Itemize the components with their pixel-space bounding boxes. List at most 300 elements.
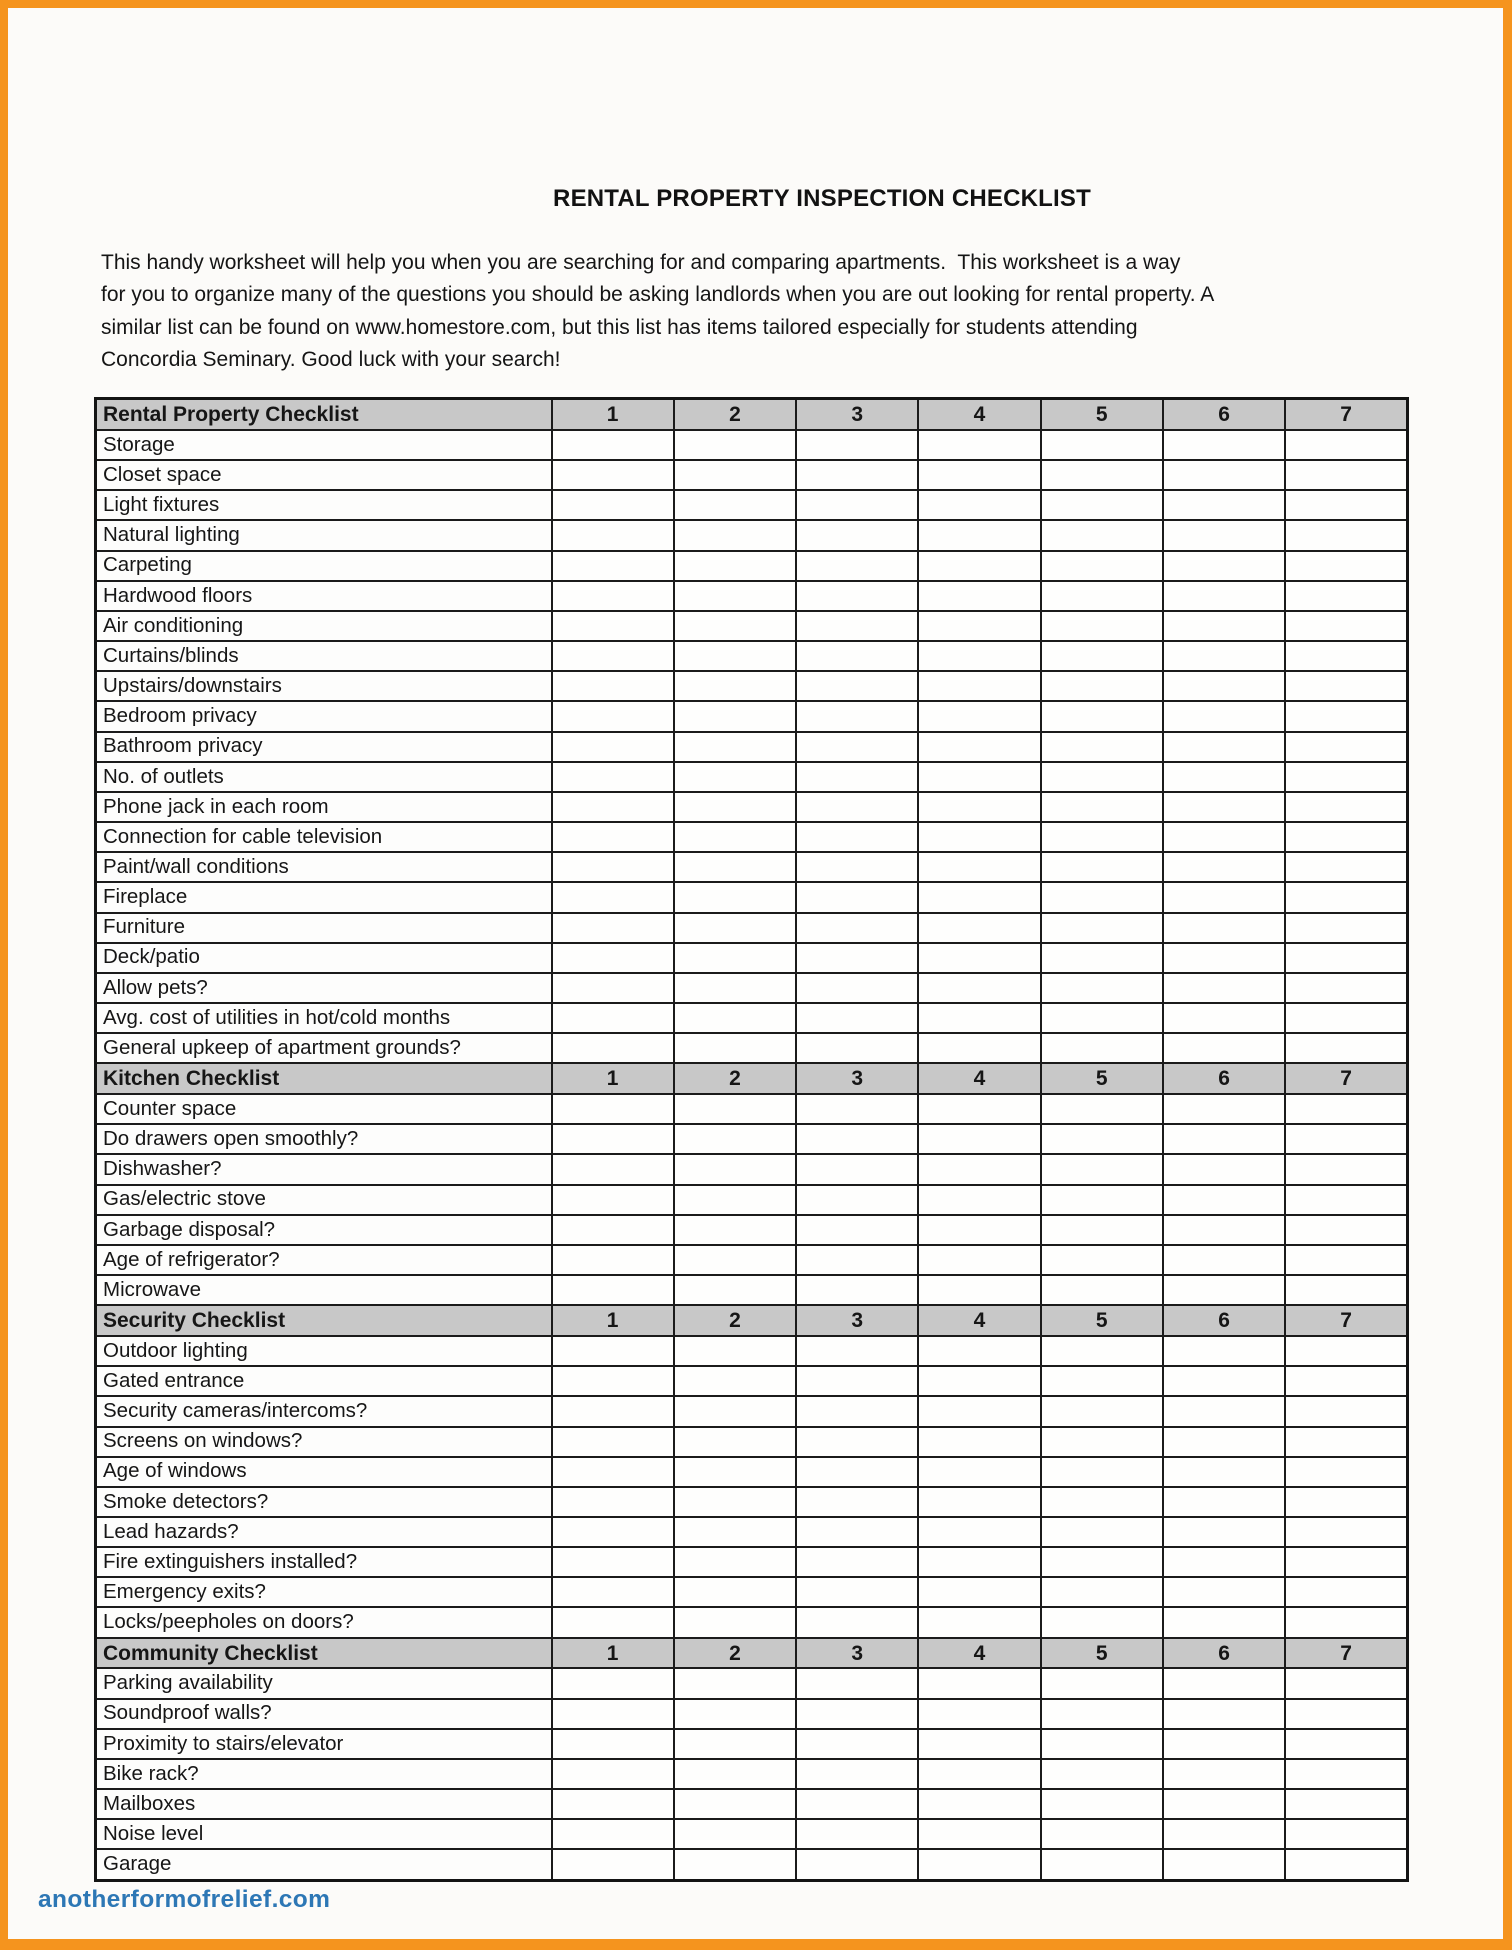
score-cell[interactable]: [1041, 1699, 1163, 1729]
score-cell[interactable]: [918, 882, 1040, 912]
score-cell[interactable]: [552, 822, 674, 852]
score-cell[interactable]: [796, 1457, 918, 1487]
score-cell[interactable]: [1285, 1729, 1407, 1759]
score-cell[interactable]: [918, 1094, 1040, 1124]
score-cell[interactable]: [1285, 852, 1407, 882]
score-cell[interactable]: [796, 641, 918, 671]
score-cell[interactable]: [1285, 1094, 1407, 1124]
score-cell[interactable]: [1163, 1003, 1285, 1033]
score-cell[interactable]: [552, 1396, 674, 1426]
score-cell[interactable]: [1041, 701, 1163, 731]
score-cell[interactable]: [674, 1336, 796, 1366]
score-cell[interactable]: [1285, 973, 1407, 1003]
score-cell[interactable]: [796, 1366, 918, 1396]
score-cell[interactable]: [1285, 701, 1407, 731]
score-cell[interactable]: [1041, 1245, 1163, 1275]
score-cell[interactable]: [1285, 551, 1407, 581]
score-cell[interactable]: [918, 581, 1040, 611]
score-cell[interactable]: [1163, 671, 1285, 701]
score-cell[interactable]: [1041, 973, 1163, 1003]
score-cell[interactable]: [1163, 852, 1285, 882]
score-cell[interactable]: [1285, 1668, 1407, 1698]
score-cell[interactable]: [918, 490, 1040, 520]
score-cell[interactable]: [552, 1457, 674, 1487]
score-cell[interactable]: [552, 913, 674, 943]
score-cell[interactable]: [674, 1366, 796, 1396]
score-cell[interactable]: [552, 581, 674, 611]
score-cell[interactable]: [674, 792, 796, 822]
score-cell[interactable]: [552, 792, 674, 822]
score-cell[interactable]: [674, 1275, 796, 1305]
score-cell[interactable]: [552, 1094, 674, 1124]
score-cell[interactable]: [796, 1699, 918, 1729]
score-cell[interactable]: [1285, 1275, 1407, 1305]
score-cell[interactable]: [796, 1185, 918, 1215]
score-cell[interactable]: [1041, 1517, 1163, 1547]
score-cell[interactable]: [796, 701, 918, 731]
score-cell[interactable]: [674, 701, 796, 731]
score-cell[interactable]: [1285, 1427, 1407, 1457]
score-cell[interactable]: [552, 1547, 674, 1577]
score-cell[interactable]: [1041, 1849, 1163, 1880]
score-cell[interactable]: [1163, 732, 1285, 762]
score-cell[interactable]: [1041, 1577, 1163, 1607]
score-cell[interactable]: [674, 1124, 796, 1154]
score-cell[interactable]: [1285, 671, 1407, 701]
score-cell[interactable]: [1285, 1759, 1407, 1789]
score-cell[interactable]: [796, 1124, 918, 1154]
score-cell[interactable]: [674, 430, 796, 460]
score-cell[interactable]: [796, 1336, 918, 1366]
score-cell[interactable]: [674, 1849, 796, 1880]
score-cell[interactable]: [1285, 641, 1407, 671]
score-cell[interactable]: [674, 1215, 796, 1245]
score-cell[interactable]: [1163, 1729, 1285, 1759]
score-cell[interactable]: [1041, 611, 1163, 641]
score-cell[interactable]: [918, 822, 1040, 852]
score-cell[interactable]: [918, 1185, 1040, 1215]
score-cell[interactable]: [1163, 1849, 1285, 1880]
score-cell[interactable]: [1163, 1396, 1285, 1426]
score-cell[interactable]: [918, 1849, 1040, 1880]
score-cell[interactable]: [1041, 490, 1163, 520]
score-cell[interactable]: [918, 913, 1040, 943]
score-cell[interactable]: [918, 1487, 1040, 1517]
score-cell[interactable]: [796, 551, 918, 581]
score-cell[interactable]: [1163, 611, 1285, 641]
score-cell[interactable]: [796, 460, 918, 490]
score-cell[interactable]: [796, 973, 918, 1003]
score-cell[interactable]: [918, 1366, 1040, 1396]
score-cell[interactable]: [918, 1819, 1040, 1849]
score-cell[interactable]: [674, 581, 796, 611]
score-cell[interactable]: [918, 1457, 1040, 1487]
score-cell[interactable]: [796, 581, 918, 611]
score-cell[interactable]: [1041, 1668, 1163, 1698]
score-cell[interactable]: [1285, 1124, 1407, 1154]
score-cell[interactable]: [1041, 1094, 1163, 1124]
score-cell[interactable]: [918, 1245, 1040, 1275]
score-cell[interactable]: [1285, 581, 1407, 611]
score-cell[interactable]: [674, 1729, 796, 1759]
score-cell[interactable]: [552, 1275, 674, 1305]
score-cell[interactable]: [1285, 1154, 1407, 1184]
score-cell[interactable]: [552, 1668, 674, 1698]
score-cell[interactable]: [1285, 1789, 1407, 1819]
score-cell[interactable]: [796, 1396, 918, 1426]
score-cell[interactable]: [796, 1215, 918, 1245]
score-cell[interactable]: [1041, 520, 1163, 550]
score-cell[interactable]: [1041, 1215, 1163, 1245]
score-cell[interactable]: [1163, 1819, 1285, 1849]
score-cell[interactable]: [918, 1427, 1040, 1457]
score-cell[interactable]: [918, 1699, 1040, 1729]
score-cell[interactable]: [674, 611, 796, 641]
score-cell[interactable]: [1163, 762, 1285, 792]
score-cell[interactable]: [674, 1033, 796, 1063]
score-cell[interactable]: [1163, 1336, 1285, 1366]
score-cell[interactable]: [1163, 1427, 1285, 1457]
score-cell[interactable]: [1163, 460, 1285, 490]
score-cell[interactable]: [552, 551, 674, 581]
score-cell[interactable]: [796, 1577, 918, 1607]
score-cell[interactable]: [796, 1668, 918, 1698]
score-cell[interactable]: [1285, 611, 1407, 641]
score-cell[interactable]: [796, 671, 918, 701]
score-cell[interactable]: [1163, 1185, 1285, 1215]
score-cell[interactable]: [796, 1729, 918, 1759]
score-cell[interactable]: [1285, 1457, 1407, 1487]
score-cell[interactable]: [918, 1275, 1040, 1305]
score-cell[interactable]: [552, 762, 674, 792]
score-cell[interactable]: [796, 611, 918, 641]
footer-link[interactable]: anotherformofrelief.com: [38, 1886, 331, 1913]
score-cell[interactable]: [552, 460, 674, 490]
score-cell[interactable]: [796, 1154, 918, 1184]
score-cell[interactable]: [1285, 762, 1407, 792]
score-cell[interactable]: [1041, 882, 1163, 912]
score-cell[interactable]: [918, 1789, 1040, 1819]
score-cell[interactable]: [918, 1033, 1040, 1063]
score-cell[interactable]: [1285, 1607, 1407, 1637]
score-cell[interactable]: [674, 641, 796, 671]
score-cell[interactable]: [796, 913, 918, 943]
score-cell[interactable]: [1041, 641, 1163, 671]
score-cell[interactable]: [1163, 430, 1285, 460]
score-cell[interactable]: [552, 1699, 674, 1729]
score-cell[interactable]: [1163, 1124, 1285, 1154]
score-cell[interactable]: [1285, 520, 1407, 550]
score-cell[interactable]: [674, 913, 796, 943]
score-cell[interactable]: [1041, 943, 1163, 973]
score-cell[interactable]: [552, 671, 674, 701]
score-cell[interactable]: [674, 490, 796, 520]
score-cell[interactable]: [1163, 822, 1285, 852]
score-cell[interactable]: [1163, 913, 1285, 943]
score-cell[interactable]: [796, 1819, 918, 1849]
score-cell[interactable]: [1041, 1366, 1163, 1396]
score-cell[interactable]: [674, 943, 796, 973]
score-cell[interactable]: [918, 460, 1040, 490]
score-cell[interactable]: [552, 1849, 674, 1880]
score-cell[interactable]: [674, 1094, 796, 1124]
score-cell[interactable]: [1041, 430, 1163, 460]
score-cell[interactable]: [1041, 913, 1163, 943]
score-cell[interactable]: [1163, 1275, 1285, 1305]
score-cell[interactable]: [552, 1215, 674, 1245]
score-cell[interactable]: [674, 762, 796, 792]
score-cell[interactable]: [674, 852, 796, 882]
score-cell[interactable]: [552, 1577, 674, 1607]
score-cell[interactable]: [1285, 430, 1407, 460]
score-cell[interactable]: [552, 732, 674, 762]
score-cell[interactable]: [1285, 1819, 1407, 1849]
score-cell[interactable]: [1163, 551, 1285, 581]
score-cell[interactable]: [1041, 1396, 1163, 1426]
score-cell[interactable]: [796, 490, 918, 520]
score-cell[interactable]: [1163, 882, 1285, 912]
score-cell[interactable]: [1041, 1729, 1163, 1759]
score-cell[interactable]: [1285, 1517, 1407, 1547]
score-cell[interactable]: [552, 1033, 674, 1063]
score-cell[interactable]: [1041, 1789, 1163, 1819]
score-cell[interactable]: [674, 1607, 796, 1637]
score-cell[interactable]: [1163, 1245, 1285, 1275]
score-cell[interactable]: [918, 1124, 1040, 1154]
score-cell[interactable]: [918, 1547, 1040, 1577]
score-cell[interactable]: [1041, 1819, 1163, 1849]
score-cell[interactable]: [1041, 1275, 1163, 1305]
score-cell[interactable]: [1041, 1487, 1163, 1517]
score-cell[interactable]: [1163, 1366, 1285, 1396]
score-cell[interactable]: [918, 1517, 1040, 1547]
score-cell[interactable]: [796, 1759, 918, 1789]
score-cell[interactable]: [1285, 1366, 1407, 1396]
score-cell[interactable]: [1041, 1185, 1163, 1215]
score-cell[interactable]: [552, 1487, 674, 1517]
score-cell[interactable]: [552, 1517, 674, 1547]
score-cell[interactable]: [1041, 581, 1163, 611]
score-cell[interactable]: [1163, 1215, 1285, 1245]
score-cell[interactable]: [918, 943, 1040, 973]
score-cell[interactable]: [918, 1607, 1040, 1637]
score-cell[interactable]: [674, 1517, 796, 1547]
score-cell[interactable]: [796, 1033, 918, 1063]
score-cell[interactable]: [1285, 1245, 1407, 1275]
score-cell[interactable]: [918, 671, 1040, 701]
score-cell[interactable]: [918, 973, 1040, 1003]
score-cell[interactable]: [796, 520, 918, 550]
score-cell[interactable]: [552, 1759, 674, 1789]
score-cell[interactable]: [552, 1789, 674, 1819]
score-cell[interactable]: [918, 1577, 1040, 1607]
score-cell[interactable]: [796, 1003, 918, 1033]
score-cell[interactable]: [552, 520, 674, 550]
score-cell[interactable]: [796, 1789, 918, 1819]
score-cell[interactable]: [796, 1487, 918, 1517]
score-cell[interactable]: [918, 1668, 1040, 1698]
score-cell[interactable]: [796, 1275, 918, 1305]
score-cell[interactable]: [1285, 1003, 1407, 1033]
score-cell[interactable]: [918, 1729, 1040, 1759]
score-cell[interactable]: [1163, 701, 1285, 731]
score-cell[interactable]: [1163, 1577, 1285, 1607]
score-cell[interactable]: [1163, 1547, 1285, 1577]
score-cell[interactable]: [552, 1427, 674, 1457]
score-cell[interactable]: [1163, 792, 1285, 822]
score-cell[interactable]: [1163, 973, 1285, 1003]
score-cell[interactable]: [918, 1154, 1040, 1184]
score-cell[interactable]: [674, 1668, 796, 1698]
score-cell[interactable]: [674, 1457, 796, 1487]
score-cell[interactable]: [796, 1849, 918, 1880]
score-cell[interactable]: [918, 852, 1040, 882]
score-cell[interactable]: [674, 1245, 796, 1275]
score-cell[interactable]: [1163, 520, 1285, 550]
score-cell[interactable]: [1041, 1003, 1163, 1033]
score-cell[interactable]: [552, 1729, 674, 1759]
score-cell[interactable]: [1041, 1427, 1163, 1457]
score-cell[interactable]: [552, 852, 674, 882]
score-cell[interactable]: [1163, 943, 1285, 973]
score-cell[interactable]: [1041, 822, 1163, 852]
score-cell[interactable]: [918, 1759, 1040, 1789]
score-cell[interactable]: [1163, 490, 1285, 520]
score-cell[interactable]: [918, 1215, 1040, 1245]
score-cell[interactable]: [796, 1607, 918, 1637]
score-cell[interactable]: [1285, 460, 1407, 490]
score-cell[interactable]: [674, 1487, 796, 1517]
score-cell[interactable]: [674, 732, 796, 762]
score-cell[interactable]: [674, 1759, 796, 1789]
score-cell[interactable]: [1163, 581, 1285, 611]
score-cell[interactable]: [1285, 882, 1407, 912]
score-cell[interactable]: [1285, 822, 1407, 852]
score-cell[interactable]: [1285, 1215, 1407, 1245]
score-cell[interactable]: [1285, 1547, 1407, 1577]
score-cell[interactable]: [1041, 762, 1163, 792]
score-cell[interactable]: [918, 701, 1040, 731]
score-cell[interactable]: [674, 460, 796, 490]
score-cell[interactable]: [1163, 1487, 1285, 1517]
score-cell[interactable]: [918, 551, 1040, 581]
score-cell[interactable]: [552, 943, 674, 973]
score-cell[interactable]: [1041, 852, 1163, 882]
score-cell[interactable]: [674, 671, 796, 701]
score-cell[interactable]: [1041, 1607, 1163, 1637]
score-cell[interactable]: [1163, 641, 1285, 671]
score-cell[interactable]: [552, 1003, 674, 1033]
score-cell[interactable]: [1163, 1457, 1285, 1487]
score-cell[interactable]: [796, 943, 918, 973]
score-cell[interactable]: [552, 1366, 674, 1396]
score-cell[interactable]: [796, 430, 918, 460]
score-cell[interactable]: [1163, 1699, 1285, 1729]
score-cell[interactable]: [1163, 1154, 1285, 1184]
score-cell[interactable]: [918, 641, 1040, 671]
score-cell[interactable]: [1285, 1487, 1407, 1517]
score-cell[interactable]: [552, 1124, 674, 1154]
score-cell[interactable]: [674, 520, 796, 550]
score-cell[interactable]: [796, 822, 918, 852]
score-cell[interactable]: [796, 1094, 918, 1124]
score-cell[interactable]: [918, 1336, 1040, 1366]
score-cell[interactable]: [1285, 1336, 1407, 1366]
score-cell[interactable]: [552, 1336, 674, 1366]
score-cell[interactable]: [918, 732, 1040, 762]
score-cell[interactable]: [674, 1819, 796, 1849]
score-cell[interactable]: [1285, 792, 1407, 822]
score-cell[interactable]: [1285, 1033, 1407, 1063]
score-cell[interactable]: [1163, 1033, 1285, 1063]
score-cell[interactable]: [1041, 1033, 1163, 1063]
score-cell[interactable]: [918, 1003, 1040, 1033]
score-cell[interactable]: [674, 1699, 796, 1729]
score-cell[interactable]: [1285, 1185, 1407, 1215]
score-cell[interactable]: [552, 641, 674, 671]
score-cell[interactable]: [552, 490, 674, 520]
score-cell[interactable]: [1163, 1668, 1285, 1698]
score-cell[interactable]: [1163, 1094, 1285, 1124]
score-cell[interactable]: [1041, 1759, 1163, 1789]
score-cell[interactable]: [1041, 551, 1163, 581]
score-cell[interactable]: [1041, 1336, 1163, 1366]
score-cell[interactable]: [1041, 792, 1163, 822]
score-cell[interactable]: [796, 1245, 918, 1275]
score-cell[interactable]: [1163, 1607, 1285, 1637]
score-cell[interactable]: [552, 1154, 674, 1184]
score-cell[interactable]: [1041, 1457, 1163, 1487]
score-cell[interactable]: [552, 882, 674, 912]
score-cell[interactable]: [552, 430, 674, 460]
score-cell[interactable]: [552, 973, 674, 1003]
score-cell[interactable]: [552, 1245, 674, 1275]
score-cell[interactable]: [674, 551, 796, 581]
score-cell[interactable]: [1041, 460, 1163, 490]
score-cell[interactable]: [796, 1547, 918, 1577]
score-cell[interactable]: [674, 882, 796, 912]
score-cell[interactable]: [918, 611, 1040, 641]
score-cell[interactable]: [918, 762, 1040, 792]
score-cell[interactable]: [1041, 1547, 1163, 1577]
score-cell[interactable]: [1163, 1789, 1285, 1819]
score-cell[interactable]: [674, 1154, 796, 1184]
score-cell[interactable]: [674, 1789, 796, 1819]
score-cell[interactable]: [674, 973, 796, 1003]
score-cell[interactable]: [674, 1003, 796, 1033]
score-cell[interactable]: [552, 1819, 674, 1849]
score-cell[interactable]: [674, 822, 796, 852]
score-cell[interactable]: [918, 520, 1040, 550]
score-cell[interactable]: [552, 1185, 674, 1215]
score-cell[interactable]: [1285, 490, 1407, 520]
score-cell[interactable]: [796, 792, 918, 822]
score-cell[interactable]: [1163, 1517, 1285, 1547]
score-cell[interactable]: [1285, 1577, 1407, 1607]
score-cell[interactable]: [1285, 1849, 1407, 1880]
score-cell[interactable]: [674, 1396, 796, 1426]
score-cell[interactable]: [1285, 943, 1407, 973]
score-cell[interactable]: [674, 1427, 796, 1457]
score-cell[interactable]: [1285, 1699, 1407, 1729]
score-cell[interactable]: [918, 1396, 1040, 1426]
score-cell[interactable]: [796, 1427, 918, 1457]
score-cell[interactable]: [796, 732, 918, 762]
score-cell[interactable]: [796, 762, 918, 792]
score-cell[interactable]: [796, 882, 918, 912]
score-cell[interactable]: [918, 430, 1040, 460]
score-cell[interactable]: [796, 852, 918, 882]
